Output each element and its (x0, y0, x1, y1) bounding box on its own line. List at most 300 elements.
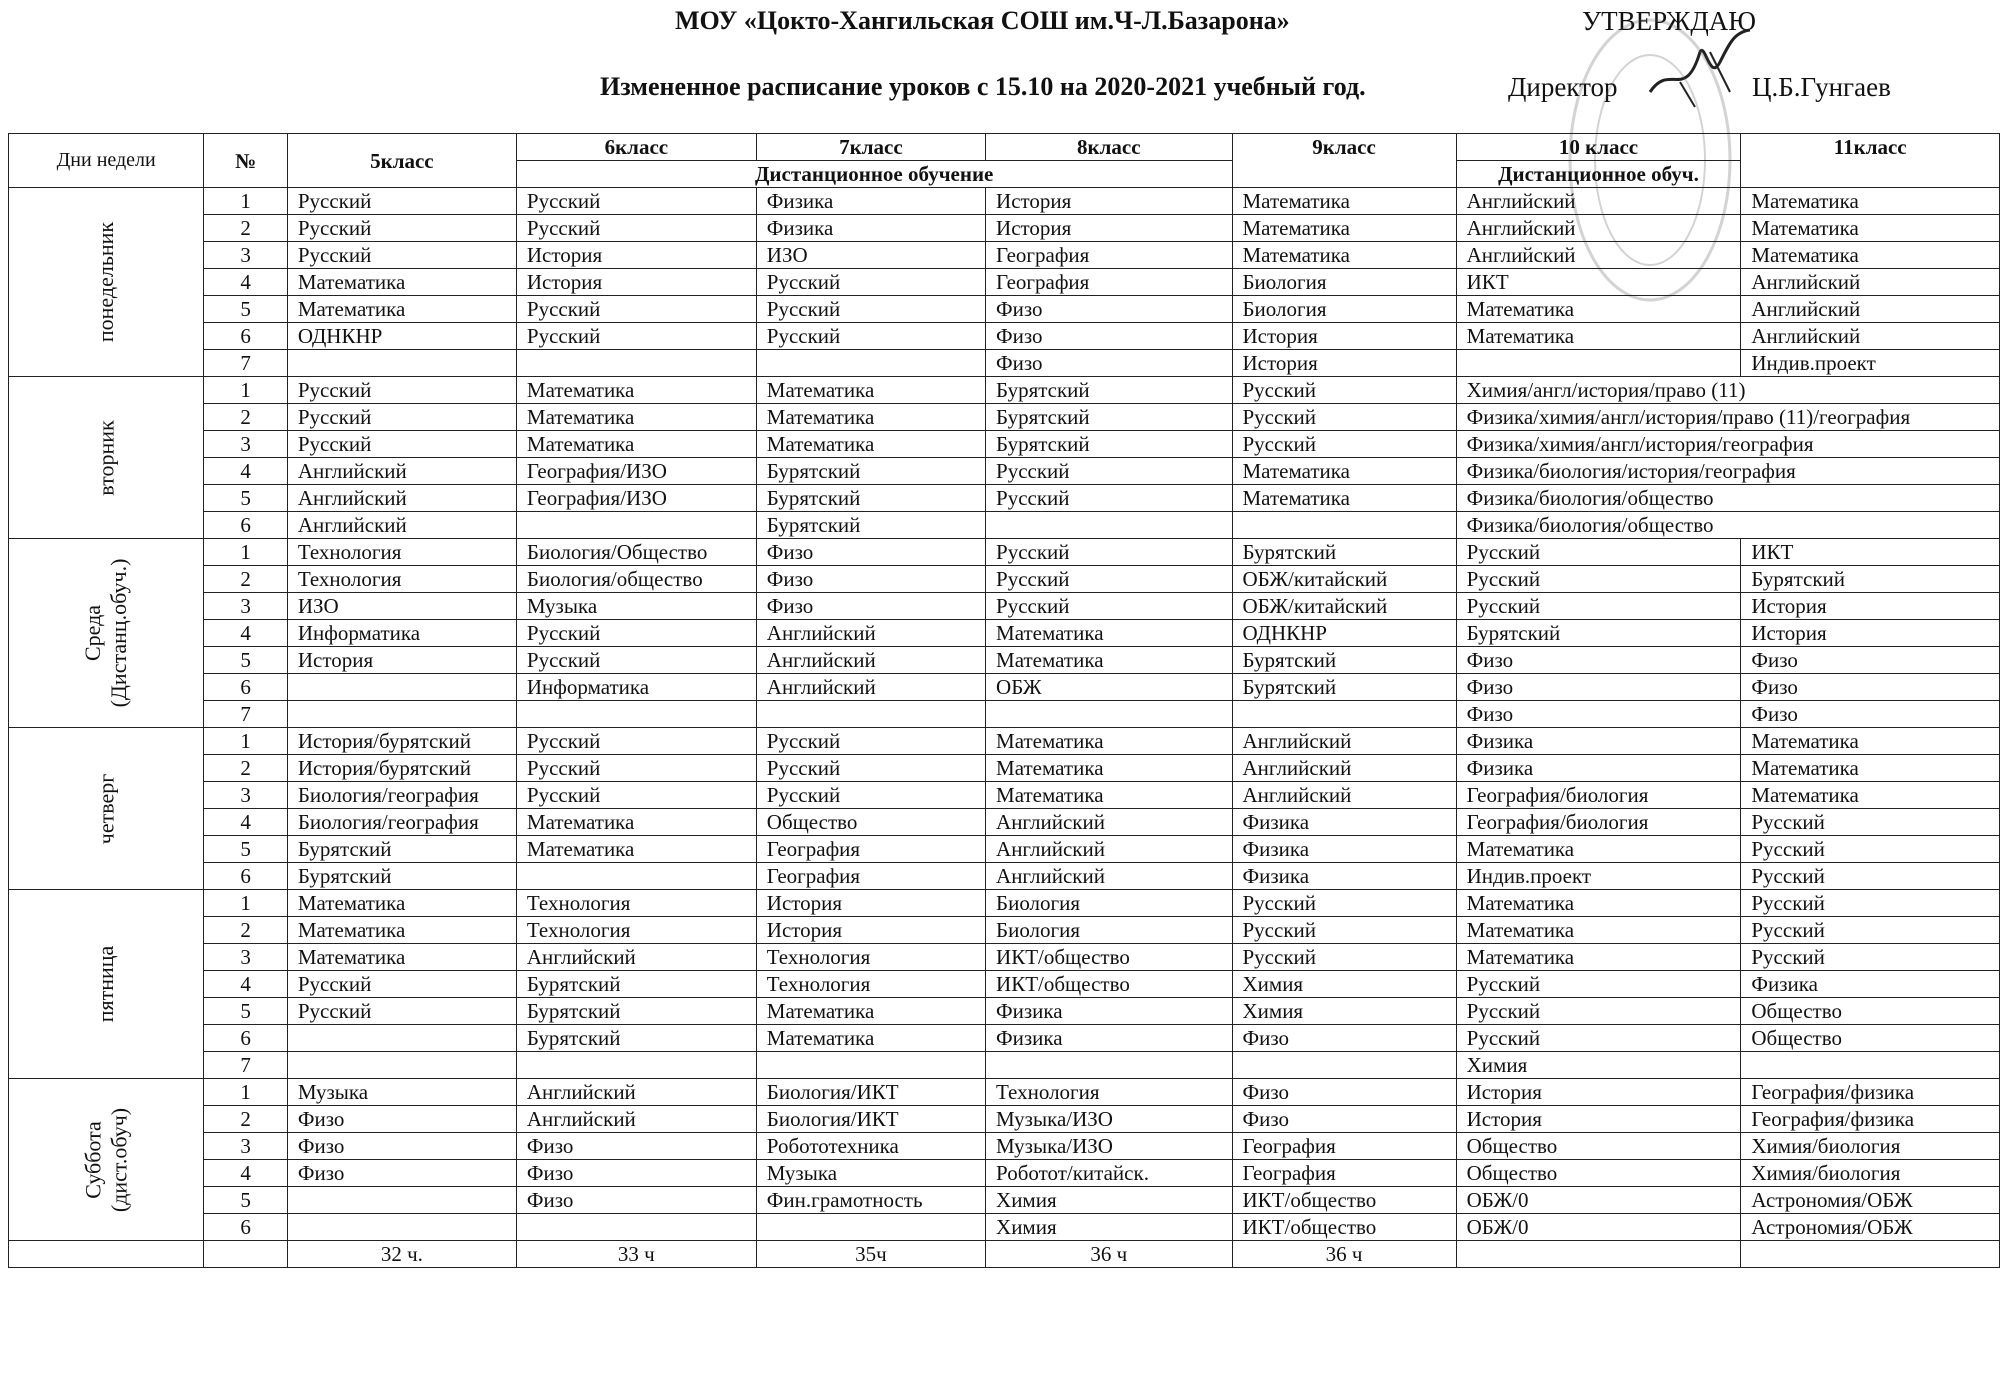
lesson-cell: Бурятский (986, 404, 1232, 431)
lesson-cell: История (516, 242, 756, 269)
merged-lesson-cell: Химия/англ/история/право (11) (1456, 377, 1999, 404)
lesson-cell (287, 701, 516, 728)
lesson-cell: Музыка/ИЗО (986, 1106, 1232, 1133)
total-class-5: 32 ч. (287, 1241, 516, 1268)
lesson-cell: Русский (1741, 917, 2000, 944)
schedule-row (9, 323, 2000, 350)
lesson-number: 6 (204, 1025, 287, 1052)
lesson-cell: Математика (756, 1025, 985, 1052)
lesson-cell: Общество (1741, 998, 2000, 1025)
lesson-cell: Физо (1232, 1025, 1456, 1052)
lesson-cell: Русский (1456, 593, 1741, 620)
schedule-table (8, 133, 2000, 1268)
lesson-cell (756, 350, 985, 377)
lesson-cell: Бурятский (1232, 647, 1456, 674)
lesson-cell: ОБЖ/0 (1456, 1214, 1741, 1241)
lesson-cell: Индив.проект (1456, 863, 1741, 890)
lesson-cell: Математика (1741, 755, 2000, 782)
lesson-cell: Русский (287, 971, 516, 998)
lesson-cell (1456, 350, 1741, 377)
lesson-number: 6 (204, 863, 287, 890)
class-7-header: 7класс (756, 134, 985, 161)
day-name: вторник (93, 419, 119, 496)
lesson-cell: Технология (287, 539, 516, 566)
lesson-number: 2 (204, 404, 287, 431)
total-class-7: 35ч (756, 1241, 985, 1268)
schedule-row (9, 1106, 2000, 1133)
lesson-cell: Русский (1232, 431, 1456, 458)
schedule-row (9, 917, 2000, 944)
class-6-header: 6класс (516, 134, 756, 161)
lesson-cell: История (1232, 323, 1456, 350)
lesson-cell (756, 701, 985, 728)
lesson-cell: Общество (1741, 1025, 2000, 1052)
lesson-number: 3 (204, 1133, 287, 1160)
lesson-cell: Бурятский (287, 863, 516, 890)
merged-lesson-cell: Физика/химия/англ/история/география (1456, 431, 1999, 458)
lesson-number: 2 (204, 755, 287, 782)
lesson-cell: Русский (516, 782, 756, 809)
schedule-body (9, 188, 2000, 1241)
lesson-cell (756, 1052, 985, 1079)
lesson-cell: История (986, 188, 1232, 215)
lesson-cell (287, 1052, 516, 1079)
total-class-6: 33 ч (516, 1241, 756, 1268)
lesson-number: 3 (204, 782, 287, 809)
lesson-cell (986, 512, 1232, 539)
lesson-cell: Математика (1741, 242, 2000, 269)
lesson-cell: Бурятский (287, 836, 516, 863)
approve-label: УТВЕРЖДАЮ (1582, 6, 1757, 36)
lesson-cell (516, 701, 756, 728)
lesson-cell: Математика (1456, 944, 1741, 971)
lesson-cell: География/биология (1456, 782, 1741, 809)
lesson-cell (287, 674, 516, 701)
lesson-cell: История (756, 917, 985, 944)
lesson-cell: Математика (1232, 458, 1456, 485)
lesson-cell: Русский (516, 188, 756, 215)
lesson-number: 7 (204, 701, 287, 728)
lesson-cell: Химия (986, 1187, 1232, 1214)
lesson-cell: Физика (1232, 836, 1456, 863)
lesson-cell: Математика (516, 431, 756, 458)
lesson-cell: Русский (1456, 566, 1741, 593)
lesson-cell: ИКТ/общество (986, 971, 1232, 998)
lesson-cell: Математика (1456, 296, 1741, 323)
lesson-cell: Русский (516, 215, 756, 242)
lesson-cell: Музыка/ИЗО (986, 1133, 1232, 1160)
lesson-cell: Русский (287, 377, 516, 404)
lesson-cell: Русский (756, 755, 985, 782)
lesson-cell: Фин.грамотность (756, 1187, 985, 1214)
schedule-row (9, 647, 2000, 674)
schedule-row (9, 188, 2000, 215)
lesson-cell: Русский (1456, 539, 1741, 566)
lesson-cell: Химия (1232, 998, 1456, 1025)
lesson-cell (516, 1214, 756, 1241)
lesson-cell: История (1741, 593, 2000, 620)
day-name: четверг (93, 773, 119, 844)
lesson-cell: Русский (1232, 917, 1456, 944)
lesson-cell: Физо (986, 296, 1232, 323)
lesson-cell: Русский (986, 458, 1232, 485)
schedule-row (9, 890, 2000, 917)
day-name: пятница (93, 945, 119, 1023)
class-5-header: 5класс (287, 134, 516, 188)
lesson-cell: Математика (1741, 188, 2000, 215)
lesson-number: 3 (204, 944, 287, 971)
lesson-cell: Русский (1741, 890, 2000, 917)
schedule-row (9, 809, 2000, 836)
lesson-cell: Русский (1456, 971, 1741, 998)
lesson-cell: Физо (287, 1160, 516, 1187)
class-11-header: 11класс (1741, 134, 2000, 188)
day-name: понедельник (93, 221, 119, 343)
lesson-cell: Английский (287, 458, 516, 485)
total-class-9: 36 ч (1232, 1241, 1456, 1268)
schedule-row (9, 863, 2000, 890)
lesson-cell: ИЗО (756, 242, 985, 269)
lesson-cell: Математика (756, 377, 985, 404)
lesson-number: 1 (204, 377, 287, 404)
total-class-11 (1741, 1241, 2000, 1268)
lesson-cell (986, 701, 1232, 728)
lesson-cell: Физика (1741, 971, 2000, 998)
lesson-cell: Физо (1232, 1079, 1456, 1106)
lesson-number: 6 (204, 323, 287, 350)
lesson-cell: История/бурятский (287, 728, 516, 755)
lesson-cell: ИКТ/общество (1232, 1214, 1456, 1241)
lesson-cell: Английский (1741, 296, 2000, 323)
lesson-number: 6 (204, 1214, 287, 1241)
merged-lesson-cell: Физика/биология/общество (1456, 485, 1999, 512)
lesson-cell: Русский (986, 566, 1232, 593)
lesson-number: 2 (204, 566, 287, 593)
lesson-number: 4 (204, 620, 287, 647)
lesson-number: 4 (204, 458, 287, 485)
lesson-number: 7 (204, 1052, 287, 1079)
lesson-cell: Математика (986, 620, 1232, 647)
lesson-cell: География (986, 269, 1232, 296)
lesson-cell: Бурятский (516, 1025, 756, 1052)
lesson-cell: География/ИЗО (516, 485, 756, 512)
lesson-cell: Английский (756, 620, 985, 647)
lesson-cell: Технология (756, 971, 985, 998)
lesson-number: 1 (204, 188, 287, 215)
lesson-cell: Английский (1741, 269, 2000, 296)
lesson-cell: Общество (1456, 1160, 1741, 1187)
lesson-cell: География (1232, 1160, 1456, 1187)
lesson-cell: Астрономия/ОБЖ (1741, 1187, 2000, 1214)
lesson-cell (516, 863, 756, 890)
schedule-row (9, 674, 2000, 701)
day-name: Суббота (дист.обуч) (80, 1107, 132, 1212)
lesson-cell: Английский (287, 512, 516, 539)
lesson-cell: Бурятский (1232, 674, 1456, 701)
lesson-number: 3 (204, 593, 287, 620)
lesson-cell: ИКТ/общество (986, 944, 1232, 971)
lesson-cell: Музыка (756, 1160, 985, 1187)
lesson-cell: Технология (986, 1079, 1232, 1106)
schedule-row (9, 1079, 2000, 1106)
lesson-number: 1 (204, 890, 287, 917)
day-name-cell (9, 188, 204, 377)
lesson-cell: Математика (287, 917, 516, 944)
lesson-cell: Английский (986, 836, 1232, 863)
lesson-cell: Информатика (516, 674, 756, 701)
lesson-cell: Английский (756, 674, 985, 701)
lesson-cell: Английский (986, 863, 1232, 890)
lesson-cell: Химия (1456, 1052, 1741, 1079)
lesson-cell: География (756, 836, 985, 863)
lesson-cell (287, 1187, 516, 1214)
lesson-cell: Английский (756, 647, 985, 674)
lesson-cell: Английский (1232, 782, 1456, 809)
lesson-cell: Английский (1232, 728, 1456, 755)
lesson-cell (516, 512, 756, 539)
lesson-cell (1232, 1052, 1456, 1079)
lesson-cell: История (756, 890, 985, 917)
lesson-cell: Химия (986, 1214, 1232, 1241)
lesson-cell: Математика (287, 890, 516, 917)
lesson-cell: Математика (1232, 485, 1456, 512)
lesson-number: 3 (204, 242, 287, 269)
lesson-number: 6 (204, 674, 287, 701)
class-8-header: 8класс (986, 134, 1232, 161)
distance-note-10: Дистанционное обуч. (1456, 161, 1741, 188)
lesson-cell: Русский (756, 323, 985, 350)
lesson-cell (986, 1052, 1232, 1079)
schedule-row (9, 782, 2000, 809)
lesson-cell: Английский (1456, 188, 1741, 215)
lesson-cell: ИЗО (287, 593, 516, 620)
lesson-cell: Биология/общество (516, 566, 756, 593)
lesson-cell: Технология (287, 566, 516, 593)
lesson-cell: Математика (1232, 215, 1456, 242)
lesson-cell: Русский (516, 296, 756, 323)
lesson-cell: Математика (986, 647, 1232, 674)
school-title: МОУ «Цокто-Хангильская СОШ им.Ч-Л.Базарона» (675, 6, 1290, 35)
lesson-cell: Биология (986, 890, 1232, 917)
lesson-cell: Химия/биология (1741, 1133, 2000, 1160)
lesson-number: 5 (204, 296, 287, 323)
lesson-cell: Физо (756, 593, 985, 620)
lesson-cell: Физо (756, 539, 985, 566)
total-class-8: 36 ч (986, 1241, 1232, 1268)
schedule-title: Измененное расписание уроков с 15.10 на 2020-2021 учебный год. (600, 72, 1366, 101)
lesson-cell: ОДНКНР (287, 323, 516, 350)
lesson-cell: Математика (1232, 188, 1456, 215)
lesson-cell: Робототехника (756, 1133, 985, 1160)
lesson-cell: История (1232, 350, 1456, 377)
schedule-row (9, 377, 2000, 404)
lesson-number: 5 (204, 647, 287, 674)
lesson-cell: Физика (1456, 755, 1741, 782)
lesson-cell: Математика (1456, 323, 1741, 350)
schedule-row (9, 1025, 2000, 1052)
schedule-row (9, 701, 2000, 728)
lesson-cell: Бурятский (986, 431, 1232, 458)
lesson-cell: Бурятский (756, 485, 985, 512)
lesson-cell: Математика (516, 809, 756, 836)
lesson-cell (1232, 701, 1456, 728)
lesson-number: 1 (204, 1079, 287, 1106)
day-name: Среда (Дистанц.обуч.) (80, 558, 132, 708)
lesson-cell: Информатика (287, 620, 516, 647)
lesson-cell: География/биология (1456, 809, 1741, 836)
lesson-cell: Русский (1741, 809, 2000, 836)
lesson-cell: Химия/биология (1741, 1160, 2000, 1187)
num-header: № (204, 134, 287, 188)
lesson-cell: История (1741, 620, 2000, 647)
lesson-cell: Биология/ИКТ (756, 1079, 985, 1106)
day-name-cell (9, 539, 204, 728)
schedule-row (9, 350, 2000, 377)
lesson-cell: Физо (1456, 647, 1741, 674)
lesson-cell: Общество (756, 809, 985, 836)
schedule-row (9, 620, 2000, 647)
distance-note: Дистанционное обучение (516, 161, 1232, 188)
schedule-row (9, 1187, 2000, 1214)
lesson-cell: ИКТ (1456, 269, 1741, 296)
lesson-cell: Бурятский (1741, 566, 2000, 593)
lesson-cell: Русский (287, 188, 516, 215)
director-name: Ц.Б.Гунгаев (1752, 72, 1891, 102)
lesson-cell: Физо (516, 1160, 756, 1187)
lesson-cell: Английский (516, 944, 756, 971)
lesson-cell: Астрономия/ОБЖ (1741, 1214, 2000, 1241)
lesson-cell: История (986, 215, 1232, 242)
lesson-cell: История (1456, 1106, 1741, 1133)
schedule-row (9, 431, 2000, 458)
lesson-cell (287, 1214, 516, 1241)
lesson-cell: Бурятский (756, 512, 985, 539)
lesson-cell: Русский (516, 755, 756, 782)
totals-row (9, 1241, 2000, 1268)
days-header: Дни недели (9, 134, 204, 188)
day-name-cell (9, 728, 204, 890)
lesson-number: 3 (204, 431, 287, 458)
schedule-row (9, 458, 2000, 485)
lesson-cell: Физо (516, 1187, 756, 1214)
lesson-cell: История/бурятский (287, 755, 516, 782)
lesson-cell: ОБЖ (986, 674, 1232, 701)
lesson-cell: Русский (986, 485, 1232, 512)
schedule-row (9, 512, 2000, 539)
lesson-cell: Бурятский (1456, 620, 1741, 647)
lesson-cell: ОБЖ/китайский (1232, 593, 1456, 620)
lesson-cell: Общество (1456, 1133, 1741, 1160)
lesson-cell: Русский (516, 647, 756, 674)
class-9-header: 9класс (1232, 134, 1456, 188)
lesson-cell: Русский (516, 728, 756, 755)
schedule-row (9, 1160, 2000, 1187)
lesson-cell: География/физика (1741, 1079, 2000, 1106)
lesson-cell: Физо (287, 1106, 516, 1133)
lesson-number: 2 (204, 1106, 287, 1133)
lesson-cell: Индив.проект (1741, 350, 2000, 377)
lesson-cell: Музыка (516, 593, 756, 620)
lesson-cell: Физо (516, 1133, 756, 1160)
lesson-cell: Английский (1741, 323, 2000, 350)
lesson-number: 5 (204, 1187, 287, 1214)
lesson-cell: Биология (986, 917, 1232, 944)
lesson-cell: Физика (1456, 728, 1741, 755)
class-10-header: 10 класс (1456, 134, 1741, 161)
lesson-cell: Русский (986, 593, 1232, 620)
schedule-row (9, 836, 2000, 863)
day-name-cell (9, 1079, 204, 1241)
lesson-cell: Английский (1456, 242, 1741, 269)
lesson-number: 2 (204, 917, 287, 944)
schedule-row (9, 998, 2000, 1025)
lesson-cell: Музыка (287, 1079, 516, 1106)
schedule-row (9, 1214, 2000, 1241)
lesson-cell: Биология (1232, 296, 1456, 323)
lesson-cell: Математика (1741, 728, 2000, 755)
lesson-cell: Математика (1456, 890, 1741, 917)
lesson-number: 4 (204, 809, 287, 836)
lesson-cell: Русский (1232, 944, 1456, 971)
lesson-cell: Английский (516, 1079, 756, 1106)
lesson-cell: География/физика (1741, 1106, 2000, 1133)
schedule-row (9, 944, 2000, 971)
lesson-cell: Математика (1456, 836, 1741, 863)
lesson-cell: Физо (986, 323, 1232, 350)
lesson-cell: Математика (756, 404, 985, 431)
schedule-row (9, 593, 2000, 620)
schedule-row (9, 539, 2000, 566)
lesson-cell: Русский (756, 296, 985, 323)
lesson-number: 5 (204, 485, 287, 512)
schedule-row (9, 242, 2000, 269)
lesson-cell: Математика (516, 404, 756, 431)
lesson-cell (756, 1214, 985, 1241)
lesson-cell: Русский (287, 431, 516, 458)
lesson-cell: Русский (1741, 944, 2000, 971)
lesson-cell: Английский (287, 485, 516, 512)
lesson-cell: Русский (1232, 377, 1456, 404)
lesson-cell: Математика (986, 782, 1232, 809)
merged-lesson-cell: Физика/биология/история/география (1456, 458, 1999, 485)
lesson-cell: Математика (1741, 782, 2000, 809)
lesson-cell: Русский (516, 323, 756, 350)
schedule-row (9, 404, 2000, 431)
lesson-cell: Английский (986, 809, 1232, 836)
lesson-number: 4 (204, 269, 287, 296)
schedule-row (9, 755, 2000, 782)
lesson-cell: Математика (1456, 917, 1741, 944)
lesson-cell (516, 1052, 756, 1079)
merged-lesson-cell: Физика/химия/англ/история/право (11)/география (1456, 404, 1999, 431)
lesson-cell: Физо (756, 566, 985, 593)
director-label: Директор (1508, 72, 1618, 102)
lesson-cell: ИКТ/общество (1232, 1187, 1456, 1214)
lesson-cell: Математика (516, 836, 756, 863)
lesson-cell: География (986, 242, 1232, 269)
lesson-cell: Русский (756, 782, 985, 809)
lesson-cell: География/ИЗО (516, 458, 756, 485)
lesson-number: 4 (204, 971, 287, 998)
lesson-cell: Физика (756, 215, 985, 242)
schedule-row (9, 1133, 2000, 1160)
lesson-cell: Бурятский (516, 971, 756, 998)
lesson-cell: Биология (1232, 269, 1456, 296)
lesson-cell: Физо (1232, 1106, 1456, 1133)
schedule-row (9, 269, 2000, 296)
lesson-cell: ОБЖ/0 (1456, 1187, 1741, 1214)
lesson-cell: Физо (1456, 674, 1741, 701)
